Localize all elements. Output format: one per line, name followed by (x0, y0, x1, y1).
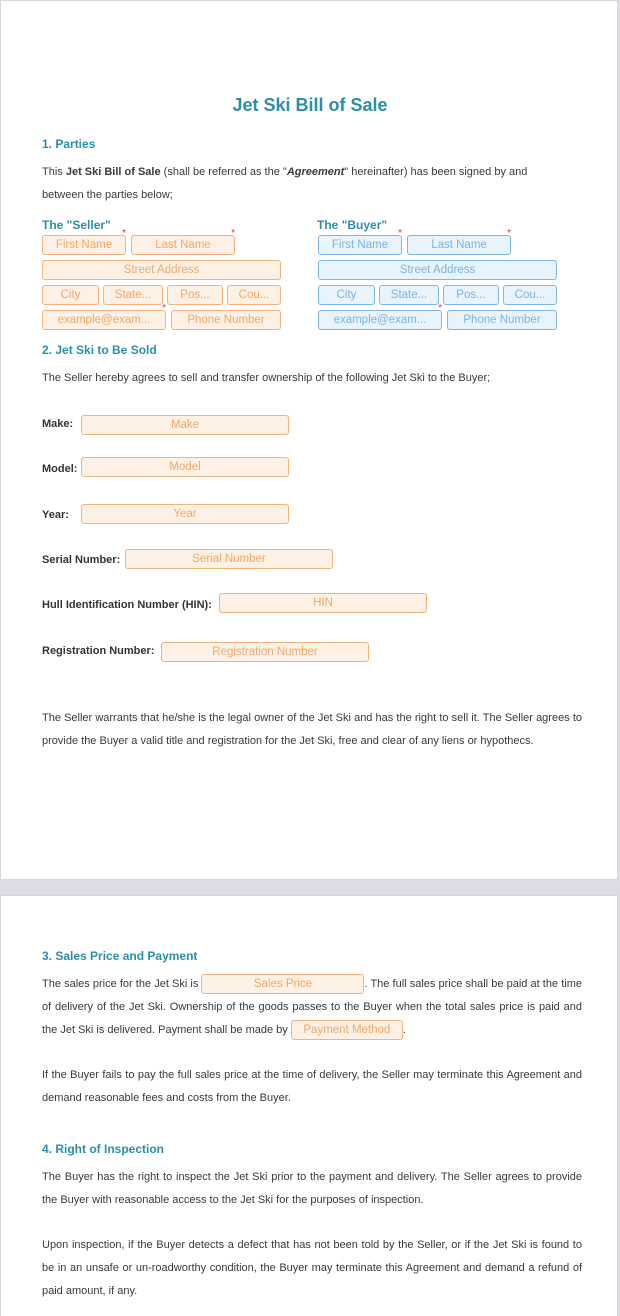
buyer-email-input[interactable]: example@exam... * (318, 310, 442, 330)
seller-postal-input[interactable]: Pos... (167, 285, 223, 305)
buyer-city-input[interactable]: City (318, 285, 375, 305)
buyer-state-input[interactable]: State... (379, 285, 439, 305)
required-icon: * (507, 228, 511, 239)
payment-paragraph (42, 973, 582, 1042)
parties-heading: 1. Parties (42, 137, 96, 151)
inspection-paragraph-2: Upon inspection, if the Buyer detects a defect that has not been told by the Seller, or if the Jet Ski is found to be in an unsafe or un-roadworthy condition, the Buyer may terminate this Agreement and demand a refund of paid amount, if any. (42, 1239, 582, 1297)
document-page-2 (0, 895, 618, 1316)
seller-label: The "Seller" (42, 218, 111, 232)
seller-first-name-input[interactable]: First Name * (42, 235, 126, 255)
seller-phone-input[interactable]: Phone Number (171, 310, 281, 330)
intro-agreement: Agreement (286, 166, 345, 178)
required-icon: * (398, 228, 402, 239)
hin-input[interactable]: HIN (219, 593, 427, 613)
registration-label: Registration Number: (42, 645, 155, 657)
parties-intro (42, 161, 562, 207)
year-label: Year: (42, 509, 69, 521)
seller-last-name-input[interactable]: Last Name * (131, 235, 235, 255)
seller-state-input[interactable]: State... (103, 285, 163, 305)
required-icon: * (438, 303, 442, 314)
buyer-first-name-input[interactable]: First Name * (318, 235, 402, 255)
registration-input[interactable]: Registration Number (161, 642, 369, 662)
required-icon: * (162, 303, 166, 314)
payment-text: . (402, 1024, 406, 1036)
buyer-last-name-input[interactable]: Last Name * (407, 235, 511, 255)
sales-price-input[interactable]: Sales Price (201, 974, 364, 994)
payment-failure-paragraph: If the Buyer fails to pay the full sales price at the time of delivery, the Seller may terminate this Agreement and demand reasonable fees and costs from the Buyer. (42, 1069, 582, 1104)
warranty-paragraph: The Seller warrants that he/she is the legal owner of the Jet Ski and has the right to sell it. The Seller agrees to provide the Buyer a valid title and registration for the Jet Ski, free and clear of any liens or hypothecs. (42, 712, 582, 747)
intro-text: " hereinafter) has been signed by and between the parties below; (42, 166, 528, 201)
make-label: Make: (42, 418, 74, 430)
intro-bold: Jet Ski Bill of Sale (65, 166, 161, 178)
seller-email-input[interactable]: example@exam... * (42, 310, 166, 330)
model-label: Model: (42, 463, 78, 475)
seller-city-input[interactable]: City (42, 285, 99, 305)
inspection-paragraph-1: The Buyer has the right to inspect the Jet Ski prior to the payment and delivery. The Seller agrees to provide the Buyer with reasonable access to the Jet Ski for the purposes of inspection. (42, 1171, 582, 1206)
hin-label: Hull Identification Number (HIN): (42, 599, 212, 611)
required-icon: * (231, 228, 235, 239)
buyer-phone-input[interactable]: Phone Number (447, 310, 557, 330)
serial-input[interactable]: Serial Number (125, 549, 333, 569)
inspection-heading: 4. Right of Inspection (42, 1142, 164, 1156)
jetski-heading: 2. Jet Ski to Be Sold (42, 343, 157, 357)
seller-street-input[interactable]: Street Address (42, 260, 281, 280)
make-input[interactable]: Make (81, 415, 289, 435)
model-input[interactable]: Model (81, 457, 289, 477)
buyer-postal-input[interactable]: Pos... (443, 285, 499, 305)
buyer-country-input[interactable]: Cou... (503, 285, 557, 305)
payment-method-input[interactable]: Payment Method (291, 1020, 403, 1040)
intro-text: This (42, 166, 66, 178)
payment-text: . The full sales price shall be paid at the time of delivery of the Jet Ski. Ownership of the goods passes to the Buyer when the total sales price is paid and the Jet Ski is delivered. Payment shall be made by (42, 978, 583, 1036)
required-icon: * (122, 228, 126, 239)
year-input[interactable]: Year (81, 504, 289, 524)
seller-country-input[interactable]: Cou... (227, 285, 281, 305)
buyer-street-input[interactable]: Street Address (318, 260, 557, 280)
document-title: Jet Ski Bill of Sale (232, 95, 388, 115)
intro-text: (shall be referred as the " (160, 166, 287, 178)
payment-heading: 3. Sales Price and Payment (42, 949, 198, 963)
buyer-label: The "Buyer" (317, 218, 388, 232)
jetski-intro: The Seller hereby agrees to sell and transfer ownership of the following Jet Ski to the Buyer; (42, 372, 491, 384)
serial-label: Serial Number: (42, 554, 121, 566)
payment-text: The sales price for the Jet Ski is (42, 978, 202, 990)
